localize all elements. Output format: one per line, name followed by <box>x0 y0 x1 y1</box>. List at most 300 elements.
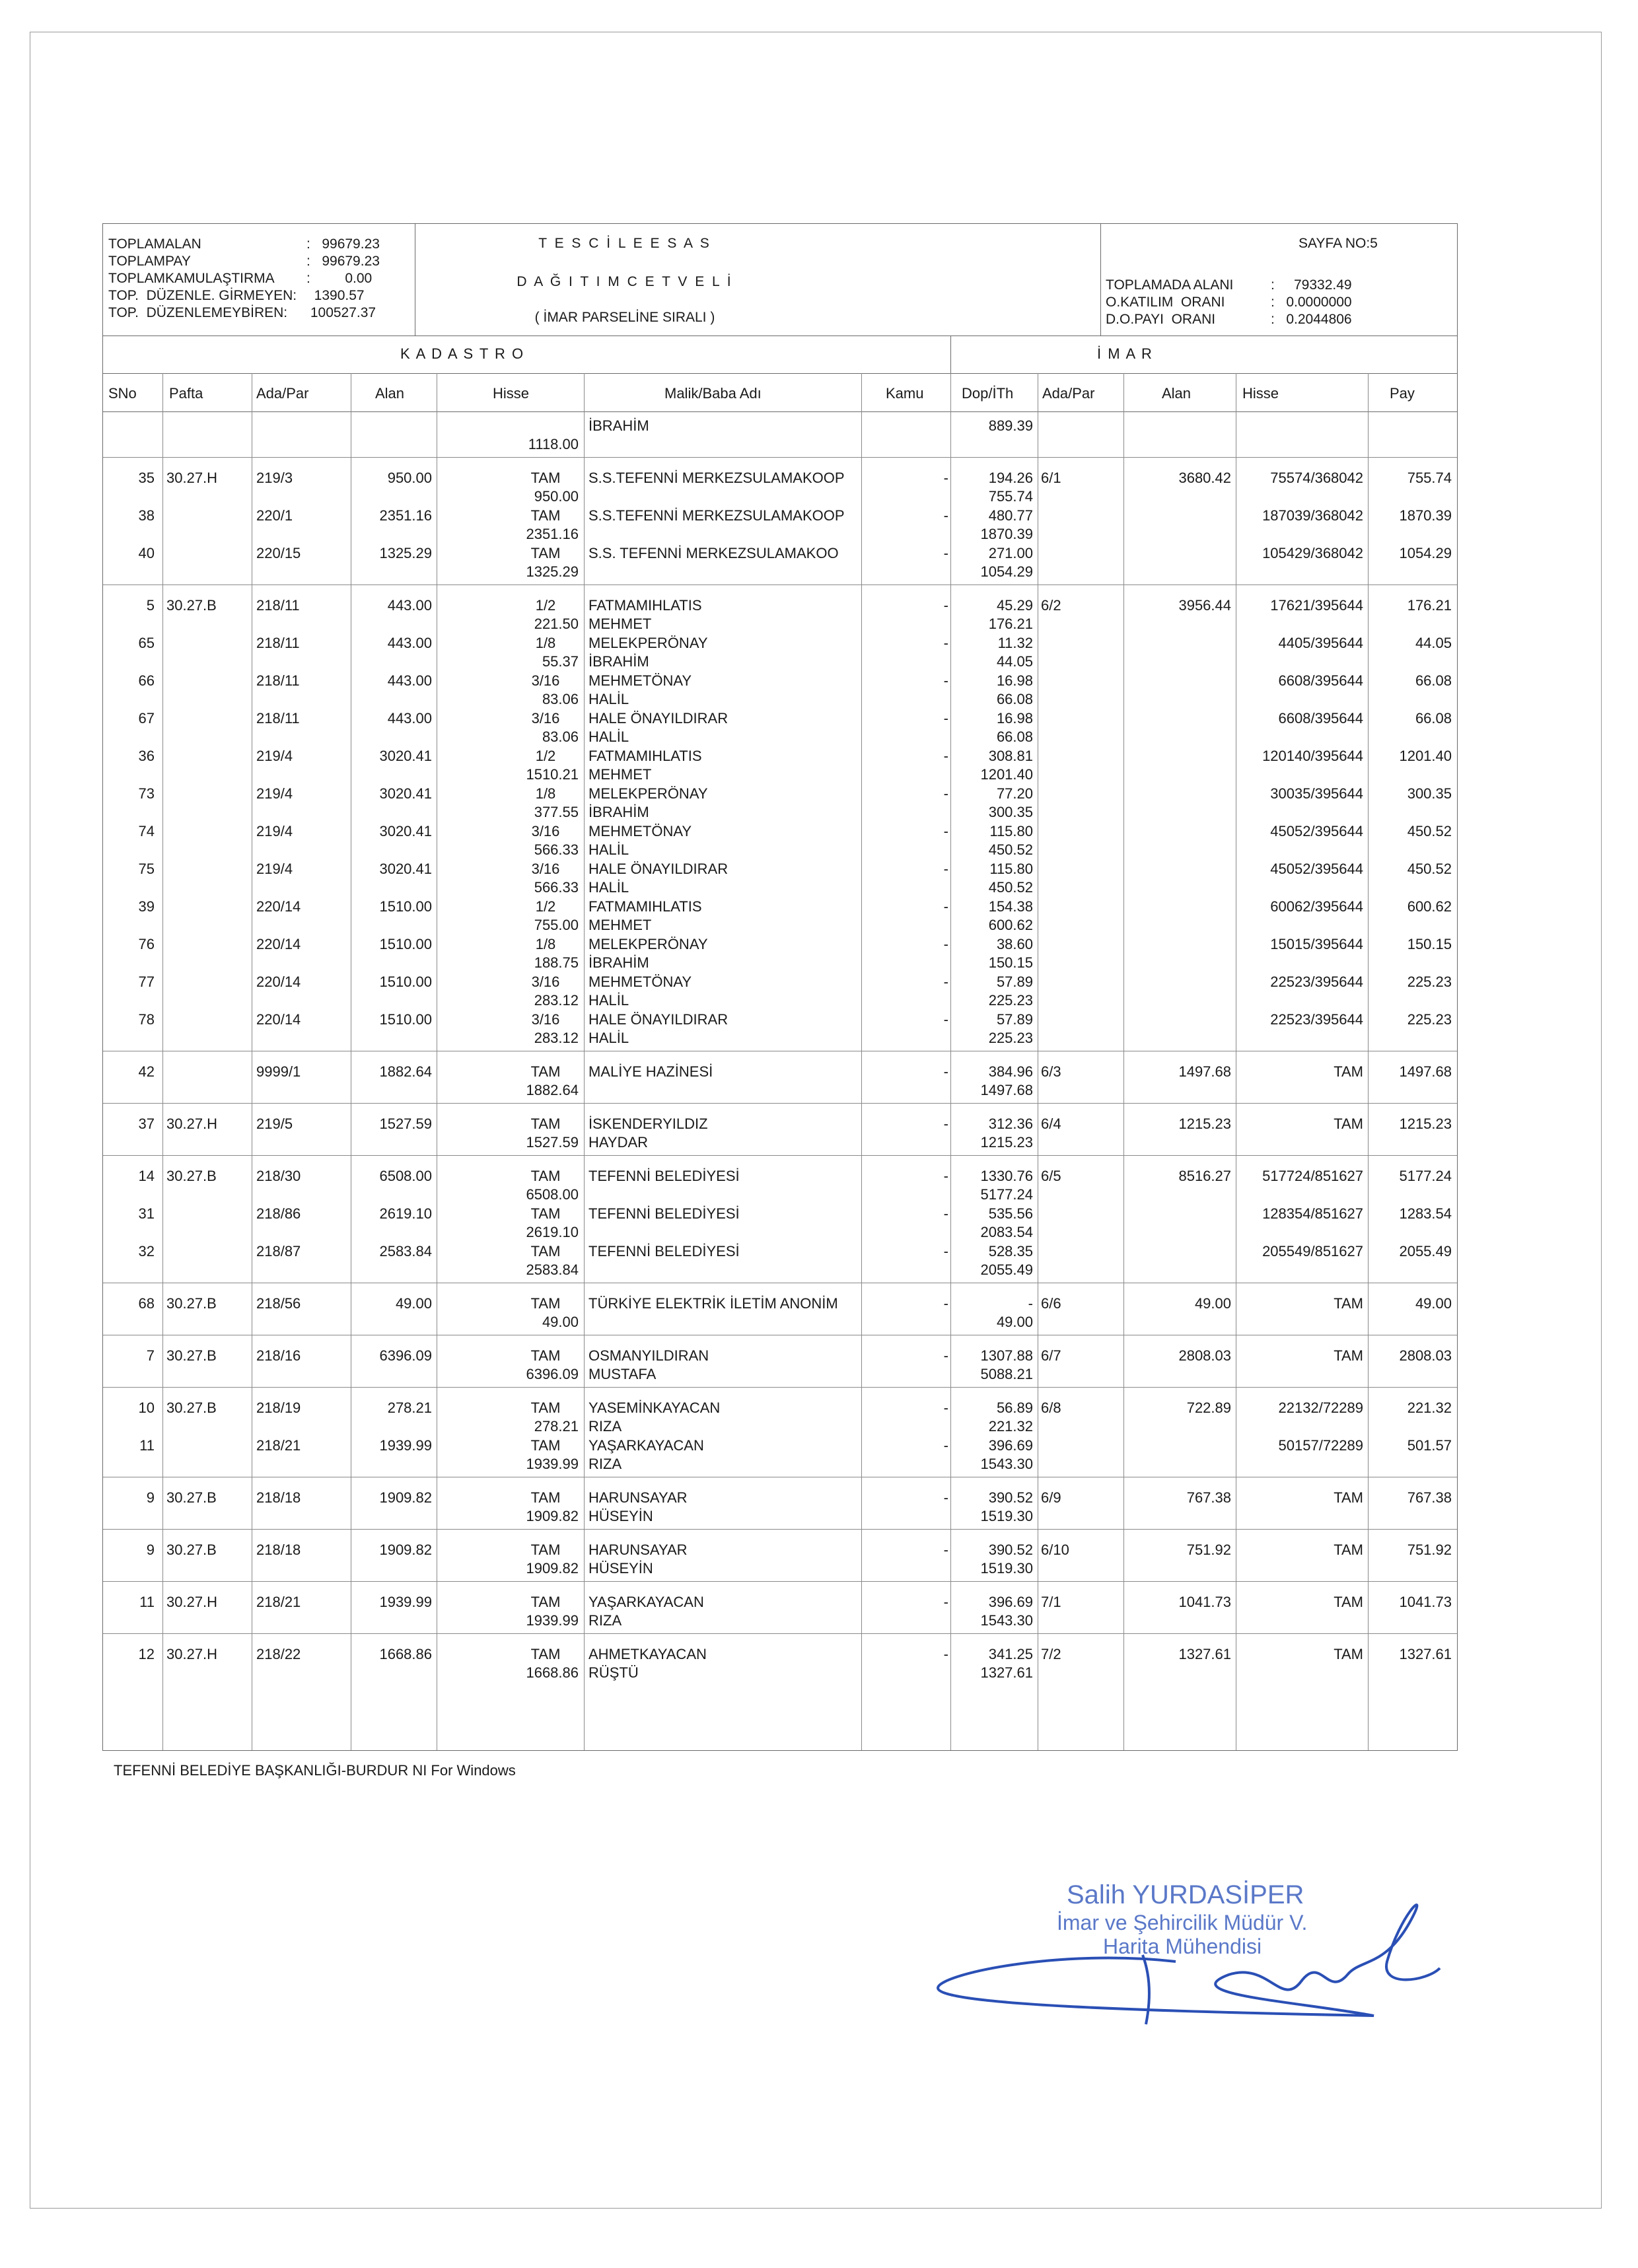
cell-hisse: 1/2 <box>535 898 556 915</box>
cell-dop2: 450.52 <box>988 841 1033 858</box>
cell-adapar: 218/11 <box>256 710 300 726</box>
cell-pafta: 30.27.B <box>166 1489 217 1506</box>
cell-dop: 154.38 <box>988 898 1033 915</box>
table-row <box>103 1399 1457 1436</box>
cell-sno: 36 <box>138 748 155 764</box>
cell-baba: HALİL <box>588 879 629 896</box>
cell-dop: 480.77 <box>988 507 1033 524</box>
cell-malik: AHMETKAYACAN <box>588 1646 707 1662</box>
col-dop: Dop/İTh <box>962 385 1014 402</box>
cell-alan: 443.00 <box>387 710 432 726</box>
cell-ihisse: 128354/851627 <box>1262 1205 1363 1222</box>
title-line-1: T E S C İ L E E S A S <box>538 236 711 251</box>
cell-dop2: 225.23 <box>988 1030 1033 1046</box>
cell-hisse: TAM <box>530 507 561 524</box>
cell-ihisse: TAM <box>1334 1542 1363 1558</box>
cell-pay: 300.35 <box>1407 785 1452 802</box>
cell-adapar: 220/15 <box>256 545 301 561</box>
cell-dop2: 176.21 <box>988 616 1033 632</box>
cell-kamu: - <box>943 1295 948 1312</box>
cell-ihisse: 105429/368042 <box>1262 545 1363 561</box>
cell-hisse: TAM <box>530 1347 561 1364</box>
cell-adapar: 220/14 <box>256 1011 301 1028</box>
header-total-line <box>108 287 380 304</box>
cell-malik: MALİYE HAZİNESİ <box>588 1063 713 1080</box>
total-label: TOP. DÜZENLEMEYBİREN: <box>108 305 288 320</box>
cell-dop2: 1519.30 <box>980 1560 1033 1577</box>
cell-alan: 1527.59 <box>379 1116 432 1132</box>
cell-kamu: - <box>943 861 948 877</box>
cell-dop: 528.35 <box>988 1243 1033 1259</box>
cell-malik: MEHMETÖNAY <box>588 974 692 990</box>
cell-alan: 1510.00 <box>379 936 432 952</box>
cell-malik: YASEMİNKAYACAN <box>588 1400 721 1416</box>
cell-dop2: 1327.61 <box>980 1664 1033 1681</box>
cell-dop: 115.80 <box>989 823 1033 839</box>
group-separator <box>103 1103 1457 1104</box>
cell-ihisse: TAM <box>1334 1347 1363 1364</box>
cell-kamu: - <box>943 1116 948 1132</box>
cell-dop: - <box>1028 1295 1033 1312</box>
cell-hisse: 1/8 <box>535 785 556 802</box>
cell-kamu: - <box>943 1489 948 1506</box>
cell-dop2: 2083.54 <box>980 1224 1033 1240</box>
cell-dop2: 1543.30 <box>980 1612 1033 1629</box>
table-row <box>103 935 1457 972</box>
cell-hisse2: 1510.21 <box>526 766 579 783</box>
cell-dop: 77.20 <box>996 785 1033 802</box>
cell-ihisse: 6608/395644 <box>1278 710 1363 726</box>
cell-malik: MEHMETÖNAY <box>588 672 692 689</box>
cell-adapar: 218/21 <box>256 1437 301 1454</box>
cell-pafta: 30.27.B <box>166 1168 217 1184</box>
document-header <box>102 223 1458 336</box>
cell-hisse: 1/8 <box>535 635 556 651</box>
cell-ialan: 49.00 <box>1194 1295 1231 1312</box>
cell-hisse2: 55.37 <box>542 653 579 670</box>
cell-alan: 1882.64 <box>379 1063 432 1080</box>
cell-hisse2: 755.00 <box>534 917 579 933</box>
cell-hisse: TAM <box>530 1295 561 1312</box>
signature-title-1: İmar ve Şehircilik Müdür V. <box>1057 1911 1308 1934</box>
cell-kamu: - <box>943 1400 948 1416</box>
cell-malik: FATMAMIHLATIS <box>588 597 702 614</box>
cell-hisse: 3/16 <box>531 672 560 689</box>
col-pay: Pay <box>1390 385 1415 402</box>
cell-adapar: 218/11 <box>256 635 300 651</box>
cell-sno: 67 <box>138 710 155 726</box>
cell-adapar: 219/4 <box>256 785 293 802</box>
cell-hisse2: 283.12 <box>534 1030 579 1046</box>
cell-baba: İBRAHİM <box>588 804 649 820</box>
cell-hisse: TAM <box>530 1594 561 1610</box>
cell-baba: RIZA <box>588 1418 622 1435</box>
cell-iada: 6/10 <box>1041 1542 1069 1558</box>
cell-kamu: - <box>943 936 948 952</box>
cell-malik: İSKENDERYILDIZ <box>588 1116 708 1132</box>
group-separator <box>103 1581 1457 1582</box>
cell-dop2: 755.74 <box>988 488 1033 505</box>
cell-pafta: 30.27.H <box>166 1646 218 1662</box>
cell-malik: TEFENNİ BELEDİYESİ <box>588 1205 740 1222</box>
cell-dop: 384.96 <box>988 1063 1033 1080</box>
cell-kamu: - <box>943 597 948 614</box>
cell-hisse2: 1118.00 <box>528 436 579 452</box>
cell-dop: 38.60 <box>996 936 1033 952</box>
cell-pay: 1497.68 <box>1399 1063 1452 1080</box>
header-ratios <box>1106 277 1352 328</box>
cell-dop: 396.69 <box>988 1594 1033 1610</box>
cell-adapar: 218/18 <box>256 1542 301 1558</box>
cell-alan: 1939.99 <box>379 1594 432 1610</box>
cell-ialan: 2808.03 <box>1178 1347 1231 1364</box>
cell-pay: 767.38 <box>1407 1489 1452 1506</box>
cell-pay: 1327.61 <box>1399 1646 1452 1662</box>
cell-dop: 194.26 <box>988 470 1033 486</box>
cell-adapar: 219/5 <box>256 1116 293 1132</box>
cell-dop2: 5088.21 <box>980 1366 1033 1382</box>
cell-hisse2: 188.75 <box>534 954 579 971</box>
col-malik: Malik/Baba Adı <box>664 385 762 402</box>
cell-baba: MEHMET <box>588 766 652 783</box>
cell-dop: 535.56 <box>988 1205 1033 1222</box>
table-row <box>103 1436 1457 1473</box>
cell-pay: 221.32 <box>1407 1400 1452 1416</box>
cell-malik: MELEKPERÖNAY <box>588 635 708 651</box>
cell-malik: TEFENNİ BELEDİYESİ <box>588 1243 740 1259</box>
cell-dop: 1307.88 <box>980 1347 1033 1364</box>
cell-ihisse: 15015/395644 <box>1270 936 1363 952</box>
signature-title-2: Harita Mühendisi <box>1103 1934 1262 1958</box>
cell-malik: S.S.TEFENNİ MERKEZSULAMAKOOP <box>588 507 845 524</box>
cell-malik: MEHMETÖNAY <box>588 823 692 839</box>
cell-hisse: TAM <box>530 1437 561 1454</box>
col-imar-alan: Alan <box>1162 385 1192 402</box>
cell-dop2: 1054.29 <box>980 563 1033 580</box>
cell-sno: 9 <box>146 1542 155 1558</box>
cell-sno: 73 <box>138 785 155 802</box>
cell-alan: 6396.09 <box>379 1347 432 1364</box>
cell-iada: 6/8 <box>1041 1400 1061 1416</box>
cell-ihisse: TAM <box>1334 1063 1363 1080</box>
cell-kamu: - <box>943 672 948 689</box>
cell-sno: 32 <box>138 1243 155 1259</box>
cell-dop2: 2055.49 <box>980 1261 1033 1278</box>
cell-ialan: 1497.68 <box>1178 1063 1231 1080</box>
cell-hisse2: 83.06 <box>542 691 579 707</box>
cell-dop: 271.00 <box>988 545 1033 561</box>
cell-hisse2: 377.55 <box>534 804 579 820</box>
cell-sno: 5 <box>146 597 155 614</box>
group-labels <box>103 336 1457 374</box>
cell-hisse: 1/8 <box>535 936 556 952</box>
cell-malik: HARUNSAYAR <box>588 1542 688 1558</box>
header-divider <box>1100 224 1101 336</box>
cell-dop2: 450.52 <box>988 879 1033 896</box>
cell-dop: 16.98 <box>996 672 1033 689</box>
cell-dop: 396.69 <box>988 1437 1033 1454</box>
cell-hisse2: 1939.99 <box>526 1612 579 1629</box>
cell-ihisse: 45052/395644 <box>1270 861 1363 877</box>
cell-baba: RÜŞTÜ <box>588 1664 639 1681</box>
cell-pay: 66.08 <box>1415 710 1452 726</box>
cell-alan: 950.00 <box>387 470 432 486</box>
cell-adapar: 219/4 <box>256 861 293 877</box>
cell-alan: 3020.41 <box>379 785 432 802</box>
cell-dop: 57.89 <box>996 1011 1033 1028</box>
group-separator <box>103 1529 1457 1530</box>
cell-ialan: 767.38 <box>1186 1489 1231 1506</box>
group-separator <box>103 1633 1457 1634</box>
cell-iada: 6/5 <box>1041 1168 1061 1184</box>
table-row <box>103 596 1457 633</box>
cell-sno: 10 <box>138 1400 155 1416</box>
cell-hisse2: 1909.82 <box>526 1508 579 1524</box>
cell-kamu: - <box>943 1646 948 1662</box>
cell-sno: 11 <box>139 1594 155 1610</box>
cell-ihisse: 187039/368042 <box>1262 507 1363 524</box>
cell-malik: TEFENNİ BELEDİYESİ <box>588 1168 740 1184</box>
cell-dop: 11.32 <box>997 635 1033 651</box>
cell-kamu: - <box>943 974 948 990</box>
cell-malik: YAŞARKAYACAN <box>588 1594 704 1610</box>
col-adapar: Ada/Par <box>256 385 309 402</box>
cell-kamu: - <box>943 507 948 524</box>
cell-sno: 9 <box>146 1489 155 1506</box>
cell-alan: 2583.84 <box>379 1243 432 1259</box>
total-label: TOPLAMPAY <box>108 254 191 269</box>
cell-dop2: 150.15 <box>988 954 1033 971</box>
cell-pafta: 30.27.B <box>166 1295 217 1312</box>
cell-adapar: 219/3 <box>256 470 293 486</box>
cell-pay: 225.23 <box>1407 974 1452 990</box>
table-row <box>103 507 1457 544</box>
header-total-line <box>108 253 380 270</box>
header-ratio-line <box>1106 277 1352 294</box>
col-imar-hisse: Hisse <box>1242 385 1279 402</box>
cell-baba: RIZA <box>588 1456 622 1472</box>
cell-dop: 57.89 <box>996 974 1033 990</box>
cell-hisse: TAM <box>530 1116 561 1132</box>
cell-kamu: - <box>943 1437 948 1454</box>
cell-pay: 450.52 <box>1407 823 1452 839</box>
cell-ihisse: TAM <box>1334 1295 1363 1312</box>
cell-ihisse: 75574/368042 <box>1270 470 1363 486</box>
cell-adapar: 218/16 <box>256 1347 301 1364</box>
cell-pay: 5177.24 <box>1399 1168 1452 1184</box>
cell-adapar: 220/1 <box>256 507 293 524</box>
table-row <box>103 417 1457 454</box>
cell-malik: HALE ÖNAYILDIRAR <box>588 710 729 726</box>
cell-malik: HARUNSAYAR <box>588 1489 688 1506</box>
table-row <box>103 898 1457 935</box>
cell-pafta: 30.27.B <box>166 1542 217 1558</box>
cell-dop: 56.89 <box>996 1400 1033 1416</box>
cell-adapar: 218/19 <box>256 1400 301 1416</box>
signature-stamp <box>925 1876 1453 2034</box>
cell-dop2: 1519.30 <box>980 1508 1033 1524</box>
cell-pay: 450.52 <box>1407 861 1452 877</box>
cell-hisse: 3/16 <box>531 710 560 726</box>
cell-pay: 1870.39 <box>1399 507 1452 524</box>
cell-hisse2: 950.00 <box>534 488 579 505</box>
table-row <box>103 1541 1457 1578</box>
col-hisse: Hisse <box>493 385 530 402</box>
ratio-label: TOPLAMADA ALANI <box>1106 277 1234 293</box>
cell-hisse: TAM <box>530 1243 561 1259</box>
table-row <box>103 747 1457 784</box>
cell-adapar: 219/4 <box>256 748 293 764</box>
ratio-value: : 79332.49 <box>1271 277 1352 293</box>
cell-adapar: 218/22 <box>256 1646 301 1662</box>
cell-ihisse: 60062/395644 <box>1270 898 1363 915</box>
cell-kamu: - <box>943 1347 948 1364</box>
cell-kamu: - <box>943 1168 948 1184</box>
group-separator <box>103 1387 1457 1388</box>
cell-kamu: - <box>943 1011 948 1028</box>
cell-baba: HÜSEYİN <box>588 1508 653 1524</box>
cell-sno: 40 <box>138 545 155 561</box>
cell-hisse2: 1668.86 <box>526 1664 579 1681</box>
cell-dop: 115.80 <box>989 861 1033 877</box>
cell-hisse2: 1939.99 <box>526 1456 579 1472</box>
cell-pay: 176.21 <box>1407 597 1452 614</box>
cell-ialan: 1327.61 <box>1178 1646 1231 1662</box>
cell-alan: 6508.00 <box>379 1168 432 1184</box>
cell-hisse2: 2619.10 <box>526 1224 579 1240</box>
cell-hisse2: 1909.82 <box>526 1560 579 1577</box>
cell-baba: HALİL <box>588 1030 629 1046</box>
table-row <box>103 634 1457 671</box>
cell-pay: 1283.54 <box>1399 1205 1452 1222</box>
cell-alan: 1668.86 <box>379 1646 432 1662</box>
cell-pay: 2055.49 <box>1399 1243 1452 1259</box>
cell-dop2: 49.00 <box>996 1314 1033 1330</box>
title-line-3: ( İMAR PARSELİNE SIRALI ) <box>534 310 715 325</box>
cell-alan: 1909.82 <box>379 1489 432 1506</box>
cell-hisse2: 6396.09 <box>526 1366 579 1382</box>
cell-alan: 3020.41 <box>379 823 432 839</box>
cell-ihisse: 120140/395644 <box>1262 748 1363 764</box>
group-separator <box>103 457 1457 458</box>
table-row <box>103 709 1457 746</box>
cell-kamu: - <box>943 1243 948 1259</box>
cell-pay: 150.15 <box>1407 936 1452 952</box>
cell-hisse2: 1527.59 <box>526 1134 579 1151</box>
cell-dop2: 1543.30 <box>980 1456 1033 1472</box>
ratio-value: : 0.2044806 <box>1271 312 1352 327</box>
col-alan: Alan <box>375 385 405 402</box>
cell-pay: 751.92 <box>1407 1542 1452 1558</box>
cell-adapar: 218/86 <box>256 1205 301 1222</box>
cell-alan: 443.00 <box>387 672 432 689</box>
cell-ihisse: TAM <box>1334 1594 1363 1610</box>
total-label: TOP. DÜZENLE. GİRMEYEN: <box>108 288 297 303</box>
cell-dop2: 221.32 <box>988 1418 1033 1435</box>
cell-iada: 6/4 <box>1041 1116 1061 1132</box>
cell-ihisse: TAM <box>1334 1116 1363 1132</box>
cell-kamu: - <box>943 545 948 561</box>
cell-alan: 1325.29 <box>379 545 432 561</box>
cell-hisse: 3/16 <box>531 861 560 877</box>
cell-baba: HALİL <box>588 728 629 745</box>
cell-pay: 2808.03 <box>1399 1347 1452 1364</box>
cell-iada: 6/1 <box>1041 470 1061 486</box>
cell-hisse2: 566.33 <box>534 841 579 858</box>
cell-malik: TÜRKİYE ELEKTRİK İLETİM ANONİM <box>588 1295 838 1312</box>
table-row <box>103 860 1457 897</box>
cell-ialan: 3680.42 <box>1178 470 1231 486</box>
table-row <box>103 1115 1457 1152</box>
cell-ihisse: 45052/395644 <box>1270 823 1363 839</box>
cell-baba: HÜSEYİN <box>588 1560 653 1577</box>
cell-alan: 1510.00 <box>379 1011 432 1028</box>
cell-hisse2: 278.21 <box>534 1418 579 1435</box>
cell-hisse2: 1882.64 <box>526 1082 579 1098</box>
cell-kamu: - <box>943 470 948 486</box>
cell-hisse: 3/16 <box>531 974 560 990</box>
cell-sno: 65 <box>138 635 155 651</box>
cell-alan: 1510.00 <box>379 974 432 990</box>
cell-sno: 38 <box>138 507 155 524</box>
cell-pafta: 30.27.B <box>166 1347 217 1364</box>
cell-dop: 45.29 <box>996 597 1033 614</box>
cell-hisse: TAM <box>530 1489 561 1506</box>
cell-adapar: 218/11 <box>256 672 300 689</box>
cell-alan: 2619.10 <box>379 1205 432 1222</box>
col-pafta: Pafta <box>169 385 203 402</box>
header-totals <box>108 236 380 322</box>
cell-baba: RIZA <box>588 1612 622 1629</box>
cell-hisse: 1/2 <box>535 597 556 614</box>
cell-kamu: - <box>943 710 948 726</box>
cell-adapar: 220/14 <box>256 898 301 915</box>
ratio-label: O.KATILIM ORANI <box>1106 295 1225 310</box>
cell-ialan: 3956.44 <box>1178 597 1231 614</box>
cell-ialan: 1041.73 <box>1178 1594 1231 1610</box>
cell-malik: FATMAMIHLATIS <box>588 748 702 764</box>
cell-pay: 1201.40 <box>1399 748 1452 764</box>
cell-adapar: 218/56 <box>256 1295 301 1312</box>
table-row <box>103 1294 1457 1331</box>
cell-ihisse: 517724/851627 <box>1262 1168 1363 1184</box>
table-row <box>103 672 1457 709</box>
cell-adapar: 218/21 <box>256 1594 301 1610</box>
table-row <box>103 544 1457 581</box>
title-line-2: D A Ğ I T I M C E T V E L İ <box>516 274 733 289</box>
cell-pafta: 30.27.H <box>166 470 218 486</box>
cell-ihisse: 17621/395644 <box>1270 597 1363 614</box>
header-total-line <box>108 236 380 253</box>
cell-sno: 74 <box>138 823 155 839</box>
table-row <box>103 469 1457 506</box>
cell-iada: 7/1 <box>1041 1594 1061 1610</box>
cell-kamu: - <box>943 635 948 651</box>
cell-baba: HALİL <box>588 992 629 1009</box>
cell-pafta: 30.27.B <box>166 1400 217 1416</box>
cell-kamu: - <box>943 823 948 839</box>
cell-hisse: TAM <box>530 1400 561 1416</box>
total-value: 1390.57 <box>306 288 365 303</box>
cell-dop: 312.36 <box>988 1116 1033 1132</box>
cell-hisse2: 2351.16 <box>526 526 579 542</box>
header-total-line <box>108 270 380 287</box>
cell-iada: 6/2 <box>1041 597 1061 614</box>
cell-ihisse: 22523/395644 <box>1270 974 1363 990</box>
cell-alan: 1909.82 <box>379 1542 432 1558</box>
cell-hisse: TAM <box>530 1063 561 1080</box>
cell-adapar: 220/14 <box>256 936 301 952</box>
